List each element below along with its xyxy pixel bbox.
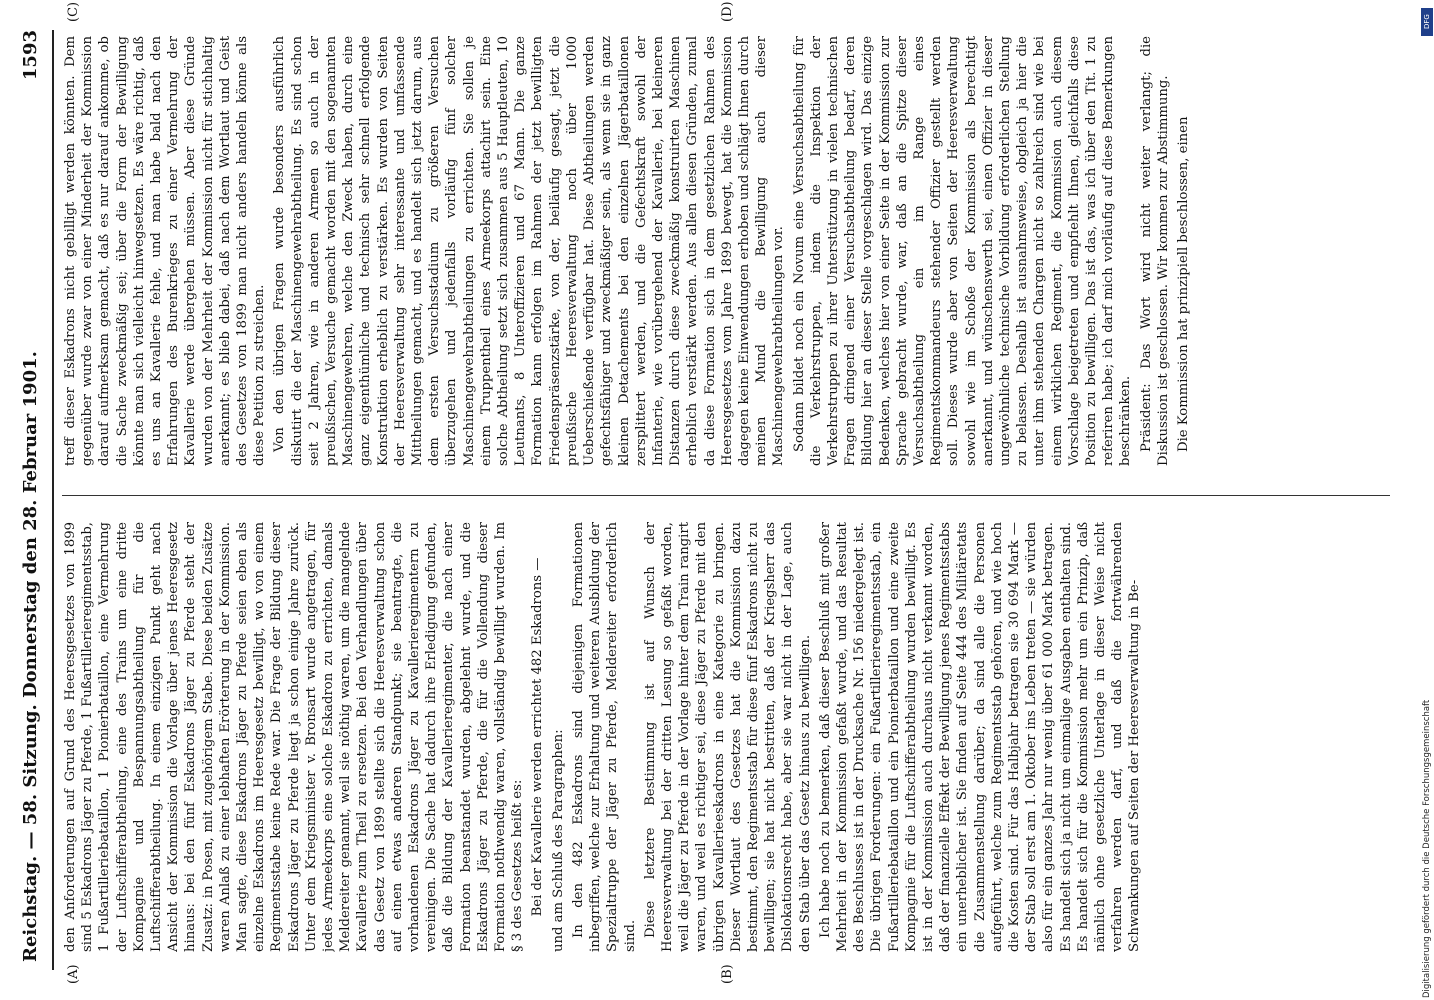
header-rule xyxy=(52,30,54,970)
margin-mark-a: (A) xyxy=(66,964,81,984)
dfg-logo: DFG xyxy=(1421,8,1433,36)
paragraph: Von den übrigen Fragen wurde besonders ausführlich diskutirt die der Maschinengewehrabtheilung. Es sind schon seit 2 Jahren, wie in anderen Armeen so auch in der preußischen, Versuche gemacht worden mit den sogenannten Maschinengewehren, welche den Zweck haben, durch eine ganz eigenthümliche und technisch sehr schnell erfolgende Konstruktion erheblich zu verstärken. Es wurden von Seiten der Heeresverwaltung sehr interessante und umfassende Mittheilungen gemacht, und es handelt sich jetzt darum, aus dem ersten Versuchsstadium zu größeren Versuchen überzugehen und jedenfalls vorläufig fünf solcher Maschinengewehrabtheilungen zu errichten. Sie sollen je einem Truppentheil eines Armeekorps attachirt sein. Eine solche Abtheilung setzt sich zusammen aus 5 Hauptleuten, 10 Leutnants, 8 Unteroffizieren und 67 Mann. Die ganze Formation kann erfolgen im Rahmen der jetzt bewilligten Friedenspräsenzstärke, von der, beiläufig gesagt, jetzt die preußische Heeresverwaltung noch über 1000 Ueberschießende verfügbar hat. Diese Abtheilungen werden gefechtsfähiger und zweckmäßiger sein, als wenn sie in ganz kleinen Detachements bei den einzelnen Jägerbataillonen zersplittert werden, und die Gefechtskraft sowohl der Infanterie, wie vorübergehend der Kavallerie, bei kleineren Distanzen durch diese zweckmäßig konstruirten Maschinen erheblich verstärkt werden. Aus allen diesen Gründen, zumal da diese Formation sich in dem gesetzlichen Rahmen des Heeresgesetzes vom Jahre 1899 bewegt, hat die Kommission dagegen keine Einwendungen erhoben und schlägt Ihnen durch meinen Mund die Bewilligung auch dieser Maschinengewehrabtheilungen vor. xyxy=(272,36,787,466)
margin-mark-b: (B) xyxy=(720,964,735,984)
margin-mark-c: (C) xyxy=(66,1,81,22)
paragraph: Diese letztere Bestimmung ist auf Wunsch der Heeresverwaltung bei der dritten Lesung so gefaßt worden, weil die Jäger zu Pferde in der Vorlage hinter dem Train rangirt waren, und weil es richtiger sei, diese Jäger zu Pferde mit den übrigen Kavallerieeskadrons in eine Kategorie zu bringen. Dieser Wortlaut des Gesetzes hat die Kommission dazu bestimmt, den Regimentsstab für diese fünf Eskadrons nicht zu bewilligen; sie hat nicht bestritten, daß der Kriegsherr das Dislokationsrecht habe, aber sie war nicht in der Lage, auch den Stab über das Gesetz hinaus zu bewilligen. xyxy=(642,522,813,952)
margin-mark-d: (D) xyxy=(720,1,735,22)
column-divider xyxy=(62,495,1390,496)
paragraph: Ich habe noch zu bemerken, daß dieser Beschluß mit großer Mehrheit in der Kommission gefaßt wurde, und das Resultat des Beschlusses ist in der Drucksache Nr. 156 niedergelegt ist. Die übrigen Forderungen: ein Fußartillerieregimentsstab, ein Fußartilleriebataillon und ein Pionierbataillon und eine zweite Kompagnie für die Luftschifferabtheilung wurden bewilligt. Es ist in der Kommission auch durchaus nicht verkannt worden, daß der finanzielle Effekt der Bewilligung jenes Regimentsstabs ein unerheblicher ist. Sie finden auf Seite 444 des Militäretats die Zusammenstellung darüber; da sind alle die Personen aufgeführt, welche zum Regimentsstab gehören, und wie hoch die Kosten sind. Für das Halbjahr betragen sie 30 694 Mark — der Stab soll erst am 1. Oktober ins Leben treten — sie würden also für ein ganzes Jahr nur wenig über 61 000 Mark betragen. Es handelt sich ja nicht um einmalige Ausgaben enthalten sind. Es handelt sich für die Kommission mehr um ein Prinzip, daß nämlich ohne gesetzliche Unterlage in dieser Weise nicht verfahren werden darf, und daß die fortwährenden Schwankungen auf Seiten der Heeresverwaltung in Be- xyxy=(817,522,1143,952)
quoted-line: Bei der Kavallerie werden errichtet 482 Eskadrons — xyxy=(530,557,546,917)
page-number: 1593 xyxy=(19,30,41,81)
paragraph: den Anforderungen auf Grund des Heeresgesetzes von 1899 sind 5 Eskadrons Jäger zu Pferde, 1 Fußartillerieregimentsstab, 1 Fußartilleriebataillon, 1 Pionierbataillon, eine Vermehrung der Luftschifferabtheilung, eine des Trains um eine dritte Kompagnie und Bespannungsabtheilung für die Luftschifferabtheilung. In einem einzigen Punkt geht nach Ansicht der Kommission die Vorlage über jenes Heeresgesetz hinaus: bei den fünf Eskadrons Jäger zu Pferde steht der Zusatz: in Posen, mit zugehörigem Stabe. Diese beiden Zusätze waren Anlaß zu einer lebhaften Erörterung in der Kommission. Man sagte, diese Eskadrons Jäger zu Pferde seien eben als einzelne Eskadrons im Heeresgesetz bewilligt, wo von einem Regimentsstabe keine Rede war. Die Frage der Bildung dieser Eskadrons Jäger zu Pferde liegt ja schon einige Jahre zurück. Unter dem Kriegsminister v. Bronsart wurde angetragen, für jedes Armeekorps eine solche Eskadron zu errichten, damals Meldereiter genannt, weil sie nöthig waren, um die mangelnde Kavallerie zum Theil zu ersetzen. Bei den Verhandlungen über das Gesetz von 1899 stellte sich die Heeresverwaltung schon auf einen etwas anderen Standpunkt; sie beantragte, die vorhandenen Eskadrons Jäger zu Kavallerieregimentern zu vereinigen. Die Sache hat dadurch ihre Erledigung gefunden, daß die Bildung der Kavallerieregimenter, die nach einer Formation beanstandet wurden, abgelehnt wurde, und die Eskadrons Jäger zu Pferde, die für die Vollendung dieser Formation nothwendig waren, vollständig bewilligt wurden. Im § 3 des Gesetzes heißt es: xyxy=(63,522,526,952)
page-header xyxy=(10,30,50,962)
right-column xyxy=(62,36,1390,466)
digitization-credit: Digitalisierung gefördert durch die Deutsche Forschungsgemeinschaft xyxy=(1422,699,1432,998)
digitization-sidebar xyxy=(1420,0,1434,1000)
paragraph: Sodann bildet noch ein Novum eine Versuchsabtheilung für die Verkehrstruppen, indem die Inspektion der Verkehrstruppen zu ihrer Unterstützung in vielen technischen Fragen dringend einer Versuchsabtheilung bedarf, deren Bildung hier an dieser Stelle vorgeschlagen wird. Das einzige Bedenken, welches hier von einer Seite in der Kommission zur Sprache gebracht wurde, war, daß an die Spitze dieser Versuchsabtheilung ein im Range eines Regimentskommandeurs stehender Offizier gestellt werden soll. Dieses wurde aber von Seiten der Heeresverwaltung sowohl wie im Schoße der Kommission als berechtigt anerkannt, und wünschenswerth sei, einen Offizier in dieser ungewöhnliche technische Vorbildung erforderlichen Stellung zu belassen. Deshalb ist ausnahmsweise, obgleich ja hier die unter ihm stehenden Chargen nicht so zahlreich sind wie bei einem wirklichen Regiment, die Kommission auch diesem Vorschlage beigetreten und empfiehlt Ihnen, gleichfalls diese Position zu bewilligen. Das ist das, was ich über den Tit. 1 zu referiren habe; ich darf mich vorläufig auf diese Bemerkungen beschränken. xyxy=(791,36,1134,466)
president-statement: Präsident: Das Wort wird nicht weiter verlangt; die Diskussion ist geschlossen. Wir kommen zur Abstimmung. xyxy=(1138,36,1171,466)
paragraph: Die Kommission hat prinzipiell beschlossen, einen xyxy=(1176,116,1191,452)
paragraph: treff dieser Eskadrons nicht gebilligt werden könnten. Dem gegenüber wurde zwar von einer Minderheit der Kommission darauf aufmerksam gemacht, daß es nur darauf ankomme, ob die Sache zweckmäßig sei; über die Form der Bewilligung könnte man sich vielleicht hinwegsetzen. Es wäre richtig, daß es uns an Kavallerie fehle, und man habe bald nach den Erfahrungen des Burenkrieges zu einer Vermehrung der Kavallerie werde übergehen müssen. Aber diese Gründe wurden von der Mehrheit der Kommission nicht für stichhaltig anerkannt; es blieb dabei, daß nach dem Wortlaut und Geist des Gesetzes von 1899 man nicht anders handeln könne als diese Petition zu streichen. xyxy=(63,36,268,466)
running-title: Reichstag. — 58. Sitzung. Donnerstag den 28. Februar 1901. xyxy=(19,351,41,962)
quoted-paragraph: In den 482 Eskadrons sind diejenigen Formationen inbegriffen, welche zur Erhaltung und weiteren Ausbildung der Spezialtruppe der Jäger zu Pferde, Meldereiter erforderlich sind. xyxy=(570,522,638,952)
paragraph: und am Schluß des Paragraphen: xyxy=(550,729,566,952)
left-column xyxy=(62,522,1390,952)
